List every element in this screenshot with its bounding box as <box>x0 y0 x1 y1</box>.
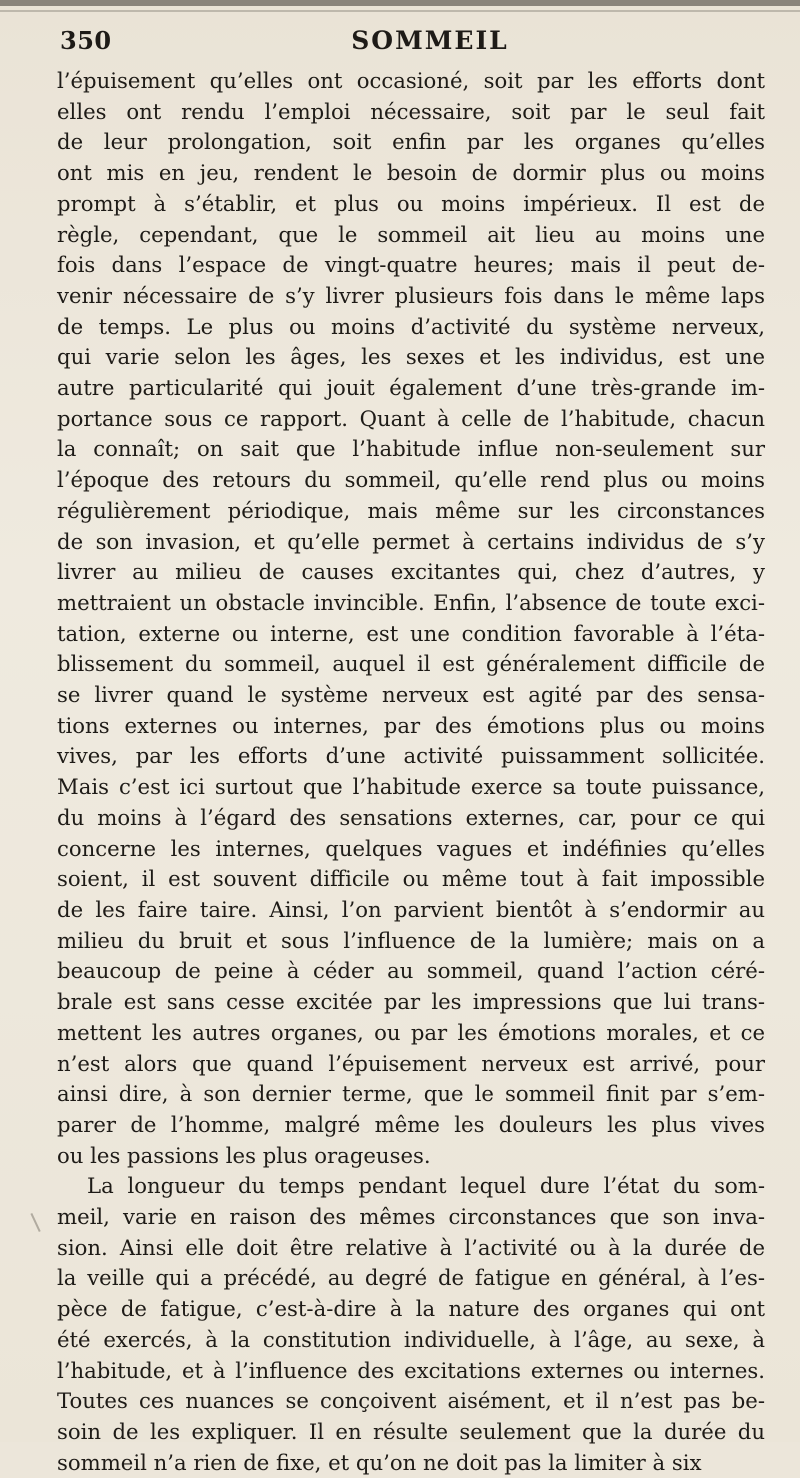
text-line: soin de les expliquer. Il en résulte seulement que la durée du <box>57 1418 765 1444</box>
text-line: ainsi dire, à son dernier terme, que le sommeil finit par s’em- <box>57 1081 765 1107</box>
text-line: elles ont rendu l’emploi nécessaire, soit par le seul fait <box>57 98 765 124</box>
text-line: de les faire taire. Ainsi, l’on parvient bientôt à s’endormir au <box>57 896 765 922</box>
text-line: régulièrement périodique, mais même sur les circonstances <box>57 497 765 523</box>
text-line: ont mis en jeu, rendent le besoin de dormir plus ou moins <box>57 160 765 186</box>
text-line: livrer au milieu de causes excitantes qui, chez d’autres, y <box>57 559 765 585</box>
text-line: de son invasion, et qu’elle permet à certains individus de s’y <box>57 528 765 554</box>
text-line: vives, par les efforts d’une activité puissamment sollicitée. <box>57 743 765 769</box>
text-line: meil, varie en raison des mêmes circonstances que son inva- <box>57 1204 765 1230</box>
text-line: blissement du sommeil, auquel il est généralement difficile de <box>57 651 765 677</box>
top-border-thin <box>0 10 800 12</box>
body-text <box>57 66 765 1478</box>
text-line: autre particularité qui jouit également d’une très-grande im- <box>57 375 765 401</box>
text-line: portance sous ce rapport. Quant à celle de l’habitude, chacun <box>57 405 765 431</box>
text-line: été exercés, à la constitution individuelle, à l’âge, au sexe, à <box>57 1326 765 1352</box>
page-header <box>60 22 760 62</box>
text-line: concerne les internes, quelques vagues et indéfinies qu’elles <box>57 835 765 861</box>
text-line: parer de l’homme, malgré même les douleurs les plus vives <box>57 1111 765 1137</box>
text-line: sommeil n’a rien de fixe, et qu’on ne doit pas la limiter à six <box>57 1449 702 1475</box>
text-line: venir nécessaire de s’y livrer plusieurs fois dans le même laps <box>57 282 765 308</box>
text-line: se livrer quand le système nerveux est agité par des sensa- <box>57 682 765 708</box>
page-number: 350 <box>60 26 112 55</box>
text-line: pèce de fatigue, c’est-à-dire à la nature des organes qui ont <box>57 1296 765 1322</box>
text-line: du moins à l’égard des sensations externes, car, pour ce qui <box>57 804 765 830</box>
text-line: l’époque des retours du sommeil, qu’elle rend plus ou moins <box>57 467 765 493</box>
text-line: mettent les autres organes, ou par les émotions morales, et ce <box>57 1019 765 1045</box>
text-line: ou les passions les plus orageuses. <box>57 1142 431 1168</box>
text-line: qui varie selon les âges, les sexes et les individus, est une <box>57 344 765 370</box>
margin-mark <box>30 1208 51 1232</box>
text-line: la connaît; on sait que l’habitude influe non-seulement sur <box>57 436 765 462</box>
text-line: beaucoup de peine à céder au sommeil, quand l’action céré- <box>57 958 765 984</box>
running-head: SOMMEIL <box>351 26 509 55</box>
text-line: de leur prolongation, soit enfin par les organes qu’elles <box>57 129 765 155</box>
text-line: fois dans l’espace de vingt-quatre heures; mais il peut de- <box>57 252 765 278</box>
text-line: la veille qui a précédé, au degré de fatigue en général, à l’es- <box>57 1265 765 1291</box>
text-line: l’épuisement qu’elles ont occasioné, soit par les efforts dont <box>57 68 765 93</box>
text-line: prompt à s’établir, et plus ou moins impérieux. Il est de <box>57 190 765 216</box>
text-line: l’habitude, et à l’influence des excitations externes ou internes. <box>57 1357 765 1383</box>
text-line: brale est sans cesse excitée par les impressions que lui trans- <box>57 989 765 1015</box>
text-line: La longueur du temps pendant lequel dure l’état du som- <box>87 1173 765 1199</box>
text-line: règle, cependant, que le sommeil ait lieu au moins une <box>57 221 765 247</box>
text-line: Mais c’est ici surtout que l’habitude exerce sa toute puissance, <box>57 774 765 800</box>
top-border <box>0 0 800 6</box>
text-line: tation, externe ou interne, est une condition favorable à l’éta- <box>57 620 765 646</box>
text-line: sion. Ainsi elle doit être relative à l’activité ou à la durée de <box>57 1234 765 1260</box>
text-line: soient, il est souvent difficile ou même tout à fait impossible <box>57 866 765 892</box>
text-line: n’est alors que quand l’épuisement nerveux est arrivé, pour <box>57 1050 765 1076</box>
text-line: milieu du bruit et sous l’influence de la lumière; mais on a <box>57 927 765 953</box>
text-line: de temps. Le plus ou moins d’activité du système nerveux, <box>57 313 765 339</box>
text-line: mettraient un obstacle invincible. Enfin, l’absence de toute exci- <box>57 589 765 615</box>
text-line: tions externes ou internes, par des émotions plus ou moins <box>57 712 765 738</box>
text-line: Toutes ces nuances se conçoivent aisément, et il n’est pas be- <box>57 1388 765 1414</box>
